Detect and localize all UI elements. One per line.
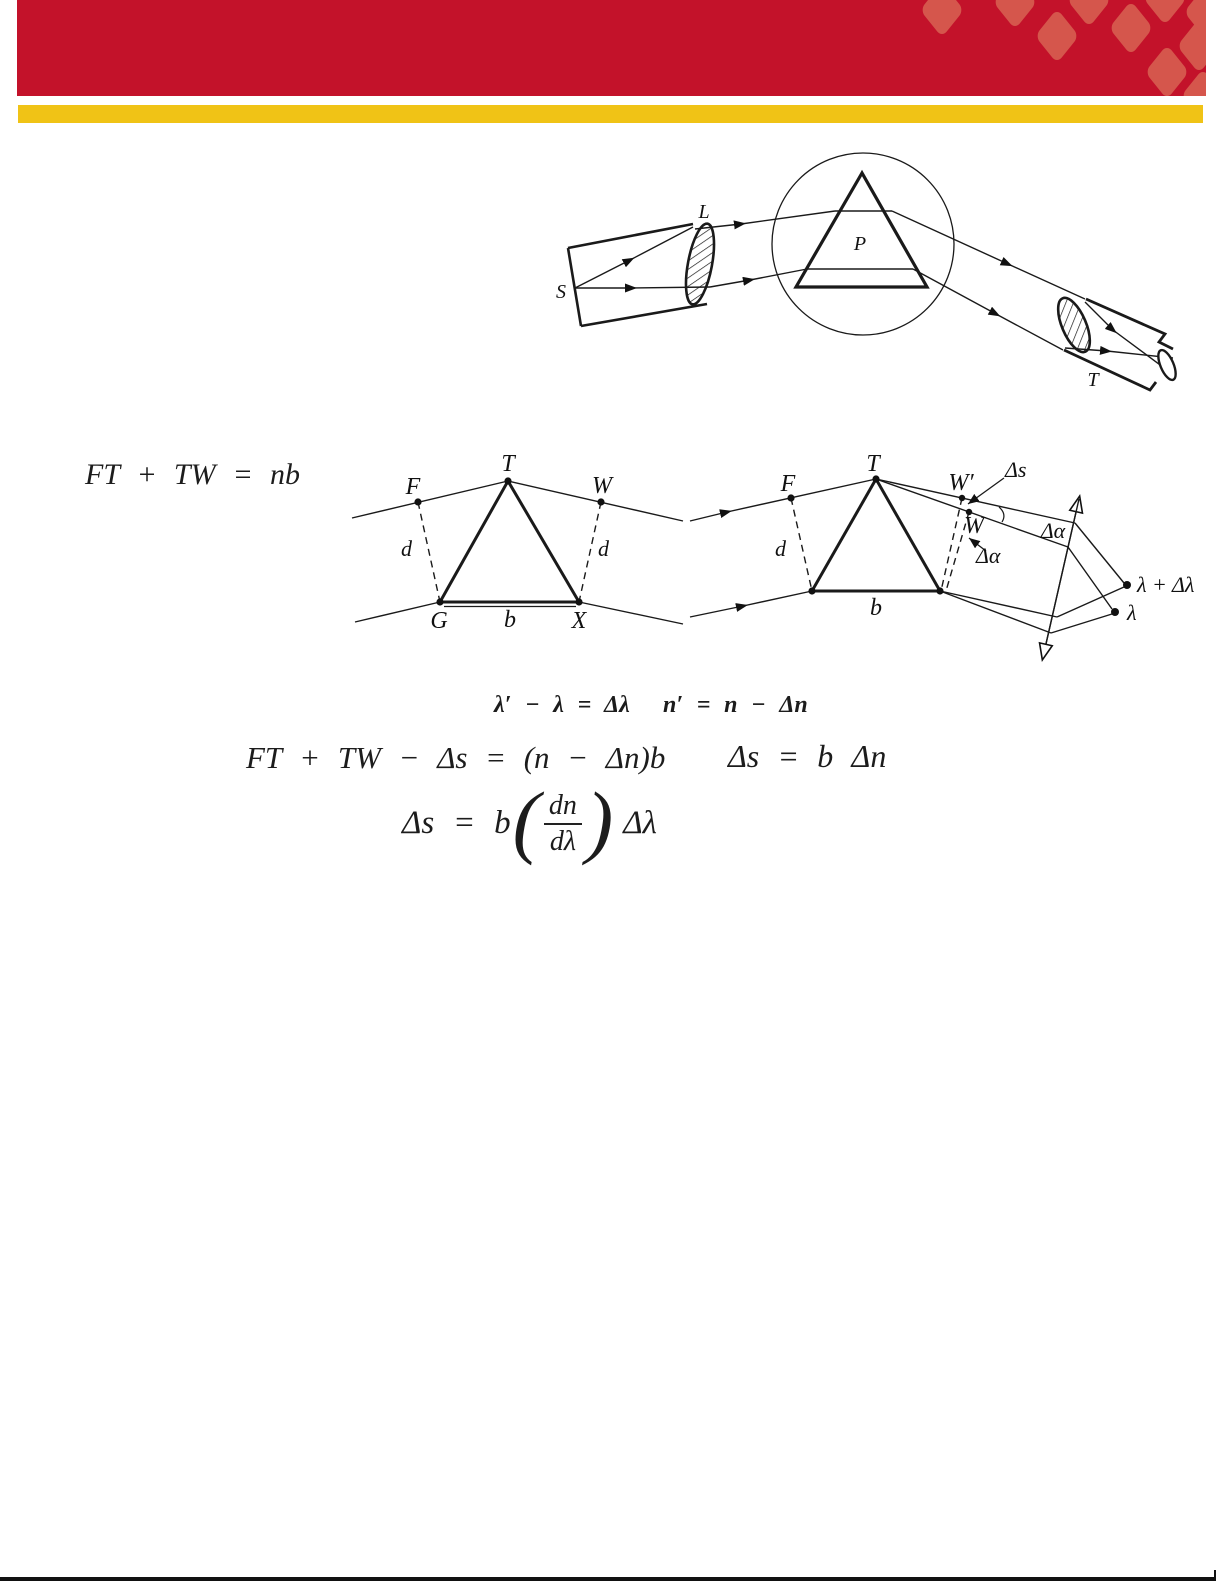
equation-text: FT + TW − Δs = (n − Δn)b	[246, 740, 666, 775]
label-G: G	[430, 608, 448, 634]
label-d-left: d	[401, 536, 412, 561]
equation-text: FT + TW = nb	[85, 458, 301, 491]
page-bottom-rule	[0, 1577, 1216, 1581]
label-T: T	[866, 451, 880, 477]
equation-lhs: Δs = b	[402, 805, 511, 842]
label-W: W	[964, 513, 984, 539]
equation-delta-s	[728, 738, 886, 775]
label-b: b	[504, 607, 516, 633]
label-d-right: d	[598, 536, 609, 561]
equation-wavelength-diff	[494, 692, 630, 719]
ray	[690, 479, 1124, 633]
page-bottom-tick	[1214, 1570, 1216, 1578]
prism-triangle	[440, 481, 579, 602]
equation-text: n′ = n − Δn	[663, 692, 808, 718]
label-W-prime: W′	[948, 470, 974, 496]
label-F: F	[780, 471, 796, 497]
label-prism: P	[853, 233, 867, 255]
equation-path-length-shifted	[246, 740, 665, 776]
equation-rhs: Δλ	[623, 805, 657, 842]
figure-spectrometer	[556, 153, 1179, 391]
equation-text: Δs = b Δn	[728, 738, 887, 774]
collimator-lens-ellipse	[681, 221, 720, 306]
fraction-denominator: dλ	[549, 825, 576, 857]
wavefront-dashed	[418, 502, 601, 602]
label-lambda-plus: λ + Δλ	[1137, 572, 1195, 597]
label-lambda: λ	[1127, 600, 1137, 625]
fraction	[544, 790, 582, 858]
label-delta-s: Δs	[1005, 457, 1027, 482]
label-W: W	[592, 473, 612, 499]
telescope-eyepiece-ellipse	[1155, 348, 1179, 383]
wavefront-dashed	[791, 498, 969, 591]
label-lens: L	[698, 201, 710, 223]
label-X: X	[571, 608, 587, 634]
equation-text: λ′ − λ = Δλ	[494, 692, 630, 718]
label-source: S	[556, 281, 566, 303]
label-F: F	[405, 474, 421, 500]
prism-triangle	[812, 479, 940, 591]
label-b: b	[870, 595, 882, 621]
prism-outline	[796, 173, 927, 287]
label-telescope: T	[1087, 369, 1099, 391]
open-paren: (	[512, 775, 540, 866]
label-d: d	[775, 536, 786, 561]
fraction-numerator: dn	[544, 790, 582, 825]
equation-path-length	[85, 458, 300, 492]
figure-prism-left	[352, 451, 683, 634]
label-delta-alpha-upper: Δα	[1040, 518, 1066, 543]
label-delta-alpha-lower: Δα	[976, 543, 1001, 568]
equation-index-diff	[663, 692, 808, 719]
close-paren: )	[585, 775, 614, 866]
figure-prism-right	[690, 451, 1194, 657]
label-T: T	[501, 451, 515, 477]
equation-dispersion	[402, 775, 657, 866]
angle-arc	[999, 507, 1004, 522]
